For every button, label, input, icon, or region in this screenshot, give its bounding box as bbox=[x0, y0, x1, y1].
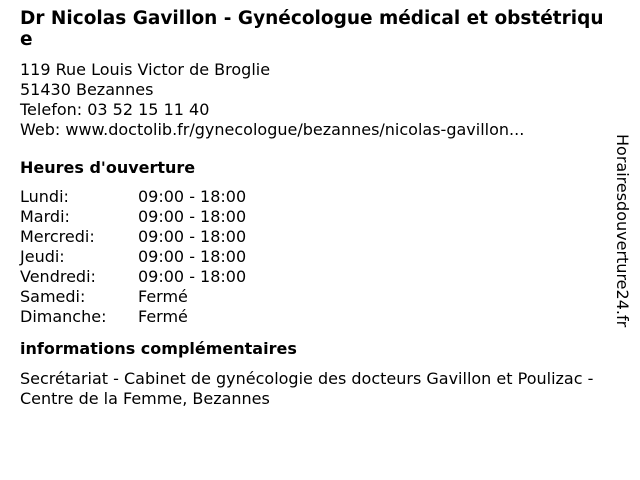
hours-time: 09:00 - 18:00 bbox=[138, 227, 247, 246]
hours-day: Mardi: bbox=[20, 207, 70, 226]
hours-time: 09:00 - 18:00 bbox=[138, 187, 247, 206]
website-link[interactable]: Web: www.doctolib.fr/gynecologue/bezannes/nicolas-gavillon... bbox=[20, 120, 525, 139]
postal-city: 51430 Bezannes bbox=[20, 80, 154, 99]
hours-day: Vendredi: bbox=[20, 267, 96, 286]
hours-row-tuesday bbox=[20, 207, 610, 227]
info-heading: informations complémentaires bbox=[20, 339, 297, 358]
hours-row-saturday bbox=[20, 287, 610, 307]
hours-heading: Heures d'ouverture bbox=[20, 158, 196, 177]
info-text: Secrétariat - Cabinet de gynécologie des docteurs Gavillon et Poulizac - Centre de la Femme, Bezannes bbox=[20, 369, 594, 408]
hours-row-thursday bbox=[20, 247, 610, 267]
hours-time: Fermé bbox=[138, 307, 188, 326]
hours-day: Samedi: bbox=[20, 287, 86, 306]
watermark-text: Horairesdouverture24.fr bbox=[613, 134, 632, 328]
hours-time: 09:00 - 18:00 bbox=[138, 207, 247, 226]
hours-time: 09:00 - 18:00 bbox=[138, 267, 247, 286]
street-address: 119 Rue Louis Victor de Broglie bbox=[20, 60, 271, 79]
address-block bbox=[20, 60, 610, 140]
hours-time: 09:00 - 18:00 bbox=[138, 247, 247, 266]
listing-card bbox=[20, 8, 610, 409]
hours-day: Mercredi: bbox=[20, 227, 95, 246]
hours-table bbox=[20, 187, 610, 327]
hours-day: Jeudi: bbox=[20, 247, 65, 266]
hours-row-sunday bbox=[20, 307, 610, 327]
hours-time: Fermé bbox=[138, 287, 188, 306]
page-title: Dr Nicolas Gavillon - Gynécologue médical et obstétrique bbox=[20, 8, 604, 50]
hours-day: Lundi: bbox=[20, 187, 69, 206]
phone-number[interactable]: Telefon: 03 52 15 11 40 bbox=[20, 100, 210, 119]
hours-row-friday bbox=[20, 267, 610, 287]
hours-day: Dimanche: bbox=[20, 307, 107, 326]
hours-row-wednesday bbox=[20, 227, 610, 247]
hours-row-monday bbox=[20, 187, 610, 207]
